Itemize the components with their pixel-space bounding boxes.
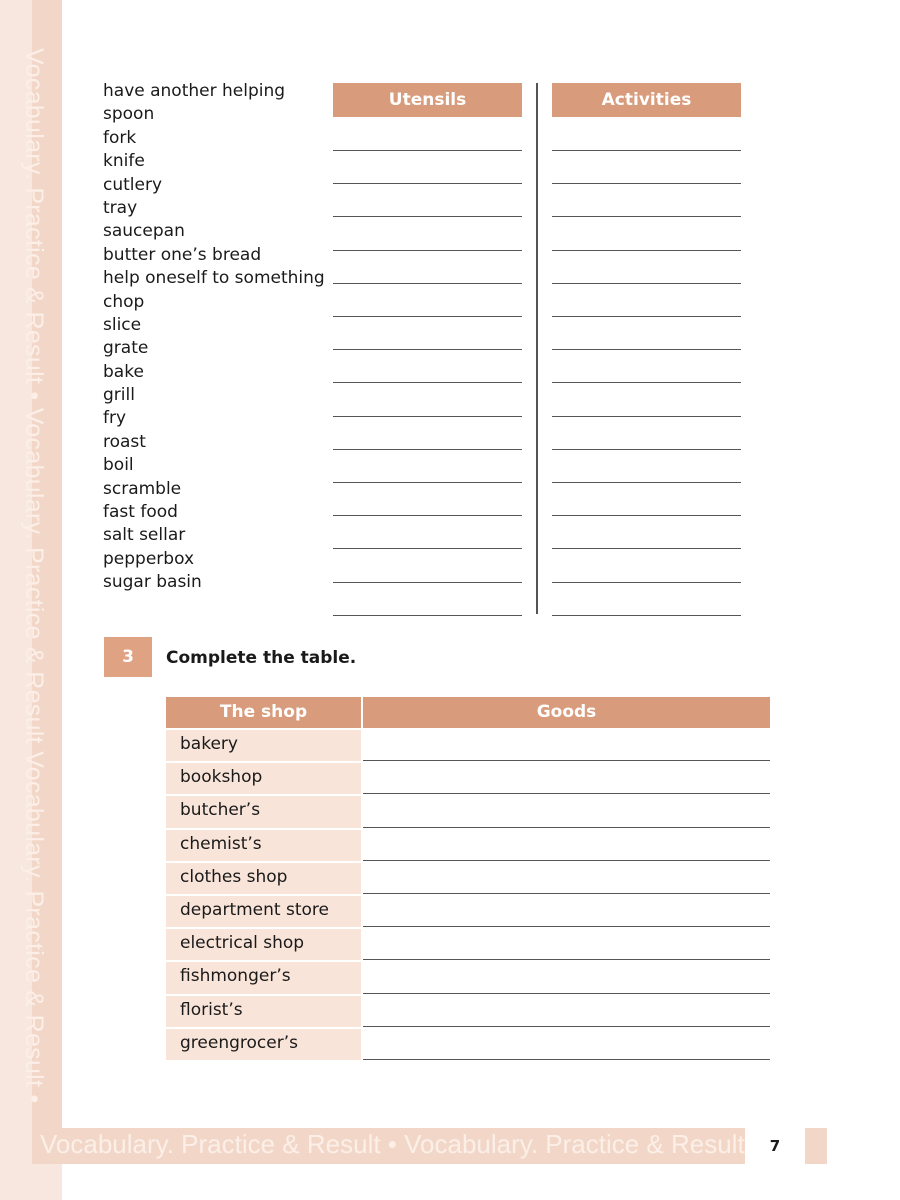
goods-column-header: Goods (363, 697, 770, 728)
activities-answer-line[interactable] (552, 183, 741, 184)
activities-answer-line[interactable] (552, 482, 741, 483)
activities-answer-line[interactable] (552, 316, 741, 317)
vocab-item: grill (103, 385, 135, 406)
activities-answer-line[interactable] (552, 150, 741, 151)
vocab-item: scramble (103, 478, 182, 499)
utensils-answer-line[interactable] (333, 515, 522, 516)
table-row (166, 927, 770, 960)
vocab-item: sugar basin (103, 572, 202, 593)
utensils-answer-line[interactable] (333, 416, 522, 417)
shop-name: florist’s (166, 994, 361, 1027)
vocab-item: tray (103, 197, 138, 218)
shop-name: department store (166, 894, 361, 927)
vocab-item: chop (103, 291, 145, 312)
goods-answer-line[interactable] (363, 761, 770, 794)
shop-name: bookshop (166, 761, 361, 794)
vocab-item: pepperbox (103, 548, 195, 569)
utensils-answer-line[interactable] (333, 349, 522, 350)
vocab-item: grate (103, 338, 149, 359)
vocab-item: roast (103, 431, 146, 452)
activities-answer-line[interactable] (552, 582, 741, 583)
shop-name: bakery (166, 728, 361, 761)
goods-answer-line[interactable] (363, 861, 770, 894)
vocab-item: boil (103, 455, 134, 476)
vocab-item: help oneself to something (103, 268, 325, 289)
activities-answer-line[interactable] (552, 615, 741, 616)
goods-answer-line[interactable] (363, 794, 770, 827)
table-header-row (166, 697, 770, 728)
shop-name: butcher’s (166, 794, 361, 827)
utensils-column-header: Utensils (333, 83, 522, 117)
utensils-answer-line[interactable] (333, 382, 522, 383)
vocab-item: saucepan (103, 221, 185, 242)
utensils-answer-line[interactable] (333, 482, 522, 483)
shop-column-header: The shop (166, 697, 361, 728)
table-row (166, 761, 770, 794)
shop-name: fishmonger’s (166, 960, 361, 993)
vocab-item: bake (103, 361, 144, 382)
page-number: 7 (745, 1128, 805, 1164)
activities-answer-line[interactable] (552, 349, 741, 350)
sidebar-running-title: Vocabulary. Practice & Result • Vocabulary. Practice & Result Vocabulary. Practice & Result • (20, 48, 48, 1104)
utensils-answer-line[interactable] (333, 548, 522, 549)
vocab-item: spoon (103, 104, 155, 125)
utensils-answer-line[interactable] (333, 615, 522, 616)
goods-answer-line[interactable] (363, 927, 770, 960)
utensils-answer-line[interactable] (333, 183, 522, 184)
vocab-item: fast food (103, 502, 178, 523)
activities-answer-line[interactable] (552, 382, 741, 383)
table-row (166, 894, 770, 927)
shop-name: clothes shop (166, 861, 361, 894)
utensils-answer-line[interactable] (333, 150, 522, 151)
vocab-item: knife (103, 151, 145, 172)
activities-answer-line[interactable] (552, 283, 741, 284)
vocab-item: fork (103, 127, 137, 148)
goods-answer-line[interactable] (363, 1027, 770, 1060)
table-row (166, 828, 770, 861)
table-row (166, 994, 770, 1027)
table-row (166, 960, 770, 993)
table-row (166, 861, 770, 894)
table-row (166, 794, 770, 827)
goods-answer-line[interactable] (363, 994, 770, 1027)
goods-answer-line[interactable] (363, 894, 770, 927)
activities-answer-line[interactable] (552, 548, 741, 549)
activities-answer-line[interactable] (552, 449, 741, 450)
shop-name: electrical shop (166, 927, 361, 960)
vocab-item: have another helping (103, 81, 286, 101)
utensils-answer-line[interactable] (333, 283, 522, 284)
shop-name: greengrocer’s (166, 1027, 361, 1060)
goods-answer-line[interactable] (363, 728, 770, 761)
utensils-answer-line[interactable] (333, 582, 522, 583)
activities-answer-line[interactable] (552, 216, 741, 217)
column-divider (536, 83, 538, 614)
vocab-item: butter one’s bread (103, 244, 262, 265)
goods-answer-line[interactable] (363, 960, 770, 993)
table-row (166, 1027, 770, 1060)
activities-column-header: Activities (552, 83, 741, 117)
utensils-answer-line[interactable] (333, 216, 522, 217)
utensils-answer-line[interactable] (333, 250, 522, 251)
vocabulary-list (103, 80, 333, 595)
vocab-item: cutlery (103, 174, 163, 195)
vocab-item: salt sellar (103, 525, 186, 546)
utensils-answer-line[interactable] (333, 449, 522, 450)
goods-answer-line[interactable] (363, 828, 770, 861)
activities-answer-line[interactable] (552, 250, 741, 251)
footer-running-title: Vocabulary. Practice & Result • Vocabulary. Practice & Result (40, 1129, 745, 1159)
exercise-instruction: Complete the table. (166, 648, 357, 668)
shop-name: chemist’s (166, 828, 361, 861)
vocab-item: slice (103, 314, 142, 335)
shop-goods-table (166, 697, 770, 1060)
utensils-answer-line[interactable] (333, 316, 522, 317)
vocab-item: fry (103, 408, 127, 429)
table-row (166, 728, 770, 761)
exercise-number: 3 (104, 637, 152, 677)
activities-answer-line[interactable] (552, 515, 741, 516)
activities-answer-line[interactable] (552, 416, 741, 417)
